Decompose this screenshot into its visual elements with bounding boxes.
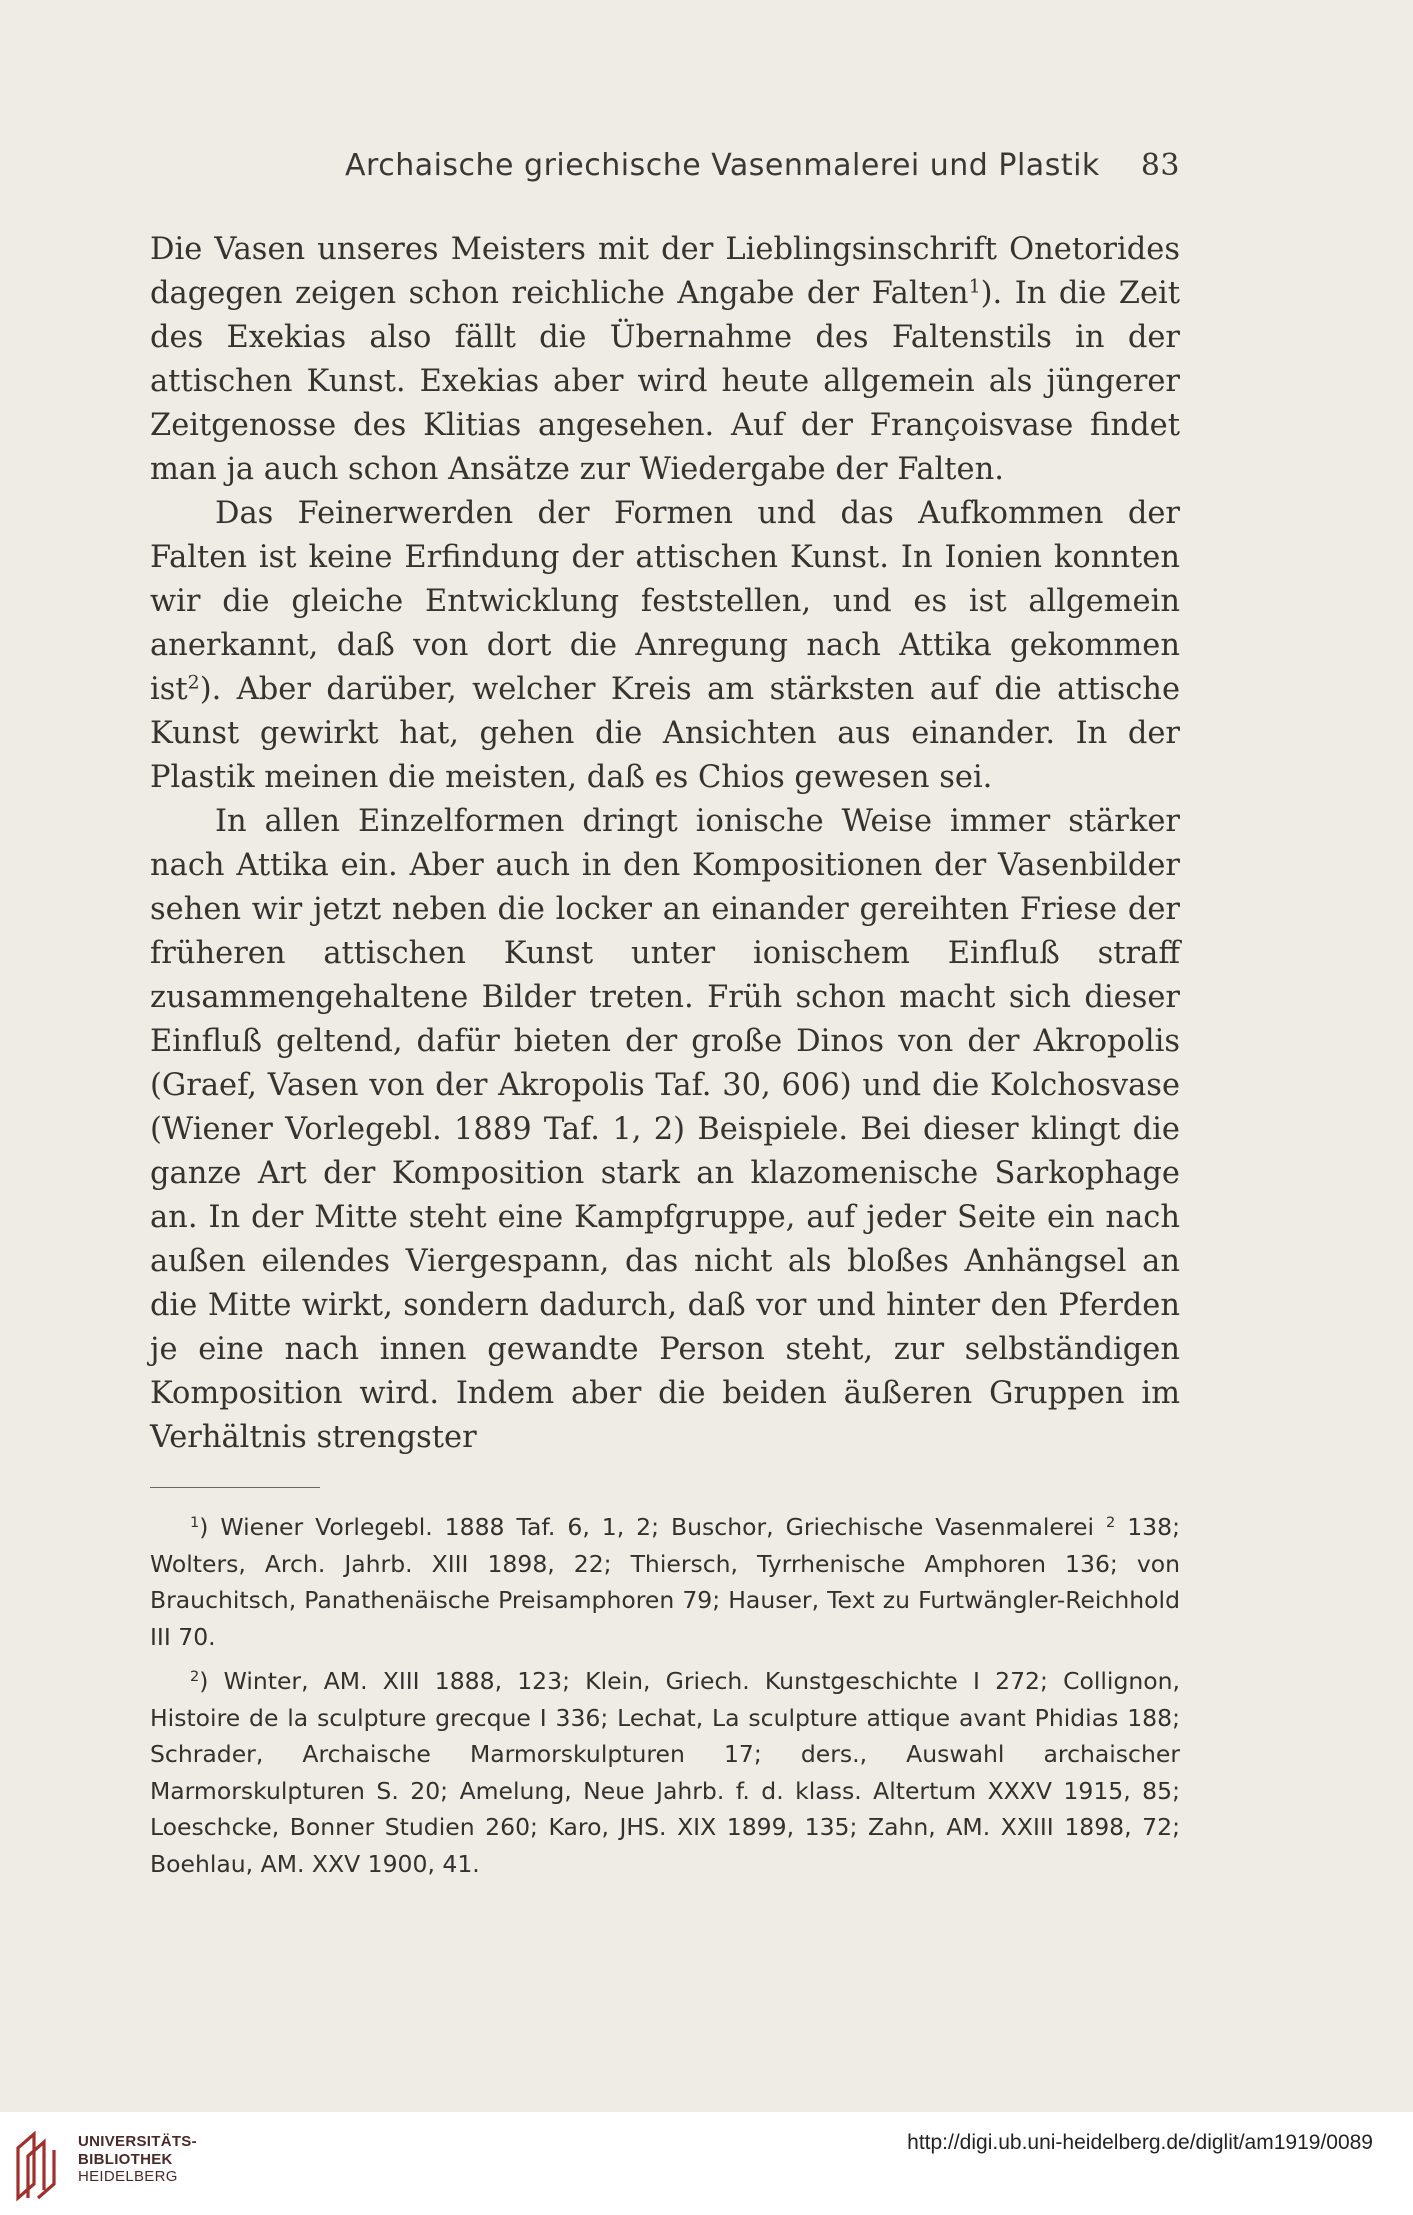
footnote-separator <box>150 1487 320 1488</box>
footnote-ref-1[interactable]: 1 <box>968 275 981 298</box>
text-run: Das Feinerwerden der Formen und das Aufkommen der Falten ist keine Erfindung der attischen Kunst. In Ionien konnten wir die gleiche Entwicklung feststellen, und es ist allgemein anerkannt, daß von dort die Anregung nach Attika gekommen ist <box>150 496 1180 707</box>
library-logo-icon[interactable] <box>14 2128 60 2202</box>
footnote-2 <box>150 1663 1180 1882</box>
text-run: Die Vasen unseres Meisters mit der Lieblingsinschrift Onetorides dagegen zeigen schon reichliche Angabe der Falten <box>150 232 1180 311</box>
footnotes <box>150 1509 1180 1882</box>
source-url-link[interactable]: http://digi.ub.uni-heidelberg.de/diglit/am1919/0089 <box>907 2131 1373 2154</box>
logo-line: HEIDELBERG <box>78 2168 178 2185</box>
text-run: ). In die Zeit des Exekias also fällt die Übernahme des Faltenstils in der attischen Kunst. Exekias aber wird heute allgemein als jüngerer Zeitgenosse des Klitias angesehen. Auf der Françoisvase findet man ja auch schon Ansätze zur Wiedergabe der Falten. <box>150 276 1181 487</box>
logo-line: UNIVERSITÄTS- <box>78 2133 197 2150</box>
body-text <box>150 228 1180 1460</box>
running-title: Archaische griechische Vasenmalerei und Plastik <box>345 148 1100 183</box>
footnote-text: Wiener Vorlegebl. 1888 Taf. 6, 1, 2; Buschor, Griechische Vasenmalerei <box>220 1513 1106 1541</box>
paragraph-1 <box>150 228 1180 492</box>
edition-superscript: 2 <box>1105 1514 1116 1531</box>
library-logo-text[interactable] <box>78 2133 197 2186</box>
footnote-marker: 2 <box>190 1668 200 1685</box>
footnote-marker-paren: ) <box>199 1513 221 1541</box>
text-run: ). Aber darüber, welcher Kreis am stärksten auf die attische Kunst gewirkt hat, gehen die Ansichten aus einander. In der Plastik meinen die meisten, daß es Chios gewesen sei. <box>150 672 1180 795</box>
logo-line: BIBLIOTHEK <box>78 2150 173 2168</box>
page-number: 83 <box>1140 148 1180 183</box>
paragraph-2 <box>150 492 1180 800</box>
footnote-1 <box>150 1509 1180 1655</box>
footer-bar <box>0 2112 1413 2215</box>
footnote-text: 138; Wolters, Arch. Jahrb. XIII 1898, 22; Thiersch, Tyrrhenische Amphoren 136; von Brauchitsch, Panathenäische Preisamphoren 79; Hauser, Text zu Furtwängler-Reichhold III 70. <box>150 1513 1180 1651</box>
text-run: In allen Einzelformen dringt ionische Weise immer stärker nach Attika ein. Aber auch in den Kompositionen der Vasenbilder sehen wir jetzt neben die locker an einander gereihten Friese der früheren attischen Kunst unter ionischem Einfluß straff zusammengehaltene Bilder treten. Früh schon macht sich dieser Einfluß geltend, dafür bieten der große Dinos von der Akropolis (Graef, Vasen von der Akropolis Taf. 30, 606) und die Kolchosvase (Wiener Vorlegebl. 1889 Taf. 1, 2) Beispiele. Bei dieser klingt die ganze Art der Komposition stark an klazomenische Sarkophage an. In der Mitte steht eine Kampfgruppe, auf jeder Seite ein nach außen eilendes Viergespann, das nicht als bloßes Anhängsel an die Mitte wirkt, sondern dadurch, daß vor und hinter den Pferden je eine nach innen gewandte Person steht, zur selbständigen Komposition wird. Indem aber die beiden äußeren Gruppen im Verhältnis strengster <box>150 804 1180 1455</box>
footnote-ref-2[interactable]: 2 <box>187 671 200 694</box>
running-head <box>150 148 1180 198</box>
footnote-marker: 1 <box>190 1514 200 1531</box>
footnote-text: Winter, AM. XIII 1888, 123; Klein, Griech. Kunstgeschichte I 272; Collignon, Histoire de la sculpture grecque I 336; Lechat, La sculpture attique avant Phidias 188; Schrader, Archaische Marmorskulpturen 17; ders., Auswahl archaischer Marmorskulpturen S. 20; Amelung, Neue Jahrb. f. d. klass. Altertum XXXV 1915, 85; Loeschcke, Bonner Studien 260; Karo, JHS. XIX 1899, 135; Zahn, AM. XXIII 1898, 72; Boehlau, AM. XXV 1900, 41. <box>150 1667 1181 1878</box>
paragraph-3 <box>150 800 1180 1460</box>
footnote-marker-paren: ) <box>199 1667 224 1695</box>
